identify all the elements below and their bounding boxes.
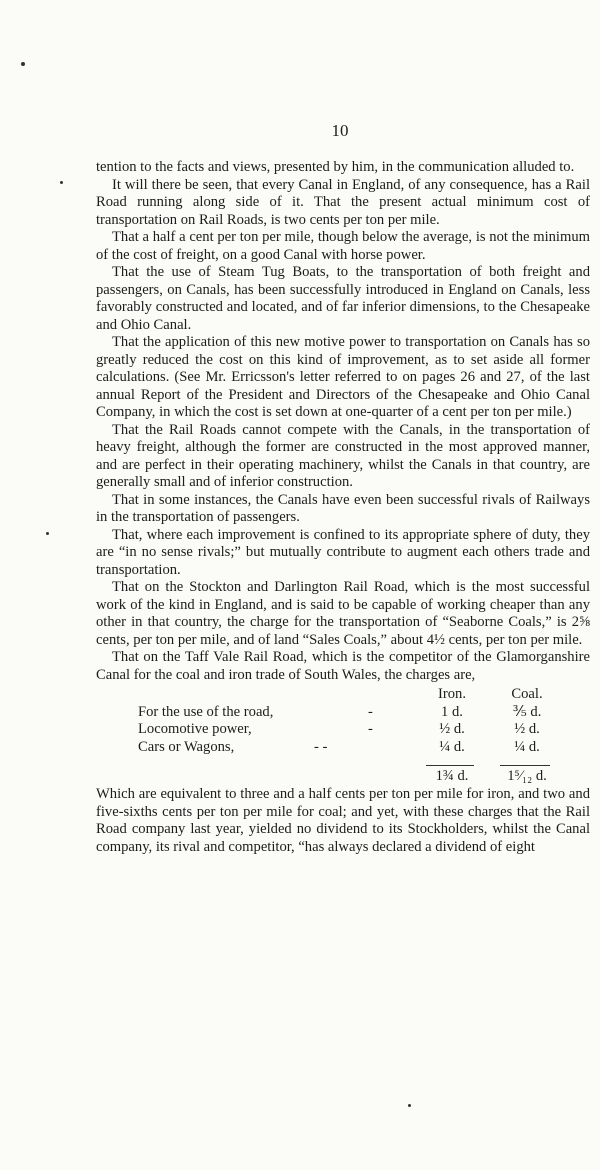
page-number: 10 — [331, 121, 349, 140]
paragraph: That in some instances, the Canals have even been successful rivals of Railways in the transportation of passengers. — [96, 491, 590, 525]
body-text — [96, 159, 590, 856]
speck — [21, 62, 25, 66]
row-label: Locomotive power, — [138, 721, 252, 737]
paragraph: That on the Stockton and Darlington Rail Road, which is the most successful work of the kind in England, and is said to be capable of working cheaper than any other in that country, the charge for the transportation of “Seaborne Coals,” is 2⅝ cents, per ton per mile, and of land “Sales Coals,” about 4½ cents, per ton per mile. — [96, 579, 590, 648]
coal-total: 1⁵⁄₁₂ d. — [507, 768, 547, 784]
table-header-row — [96, 686, 590, 704]
speck — [60, 181, 63, 184]
row-label: Cars or Wagons, — [138, 738, 235, 755]
paragraph: Which are equivalent to three and a half cents per ton per mile for iron, and two and five-sixths cents per ton per mile for coal; and yet, with these charges that the Rail Road company last year, yielded no dividend to its Stockholders, whilst the Canal company, its rival and competitor, “has always declared a dividend of eight — [96, 786, 590, 855]
coal-value: ½ d. — [514, 721, 540, 737]
row-label: For the use of the road, — [138, 703, 274, 720]
paragraph: tention to the facts and views, presented by him, in the communication alluded to. — [96, 159, 575, 175]
table-totals-row — [96, 756, 590, 784]
column-header-coal: Coal. — [511, 686, 543, 702]
total-rule — [426, 765, 474, 766]
paragraph: That a half a cent per ton per mile, though below the average, is not the minimum of the cost of freight, on a good Canal with horse power. — [96, 229, 590, 263]
table-row — [96, 739, 590, 757]
iron-value: ¼ d. — [439, 738, 465, 755]
coal-value: ¼ d. — [514, 738, 540, 755]
paragraph: That the application of this new motive power to transportation on Canals has so greatly reduced the cost on this kind of improvement, as to set aside all former calculations. (See Mr. Erricsson's letter referred to on pages 26 and 27, of the last annual Report of the President and Directors of the Chesapeake and Ohio Canal Company, in which the cost is set down at one-quarter of a cent per ton per mile.) — [96, 334, 590, 420]
speck — [408, 1104, 411, 1107]
paragraph: That on the Taff Vale Rail Road, which is the competitor of the Glamorganshire Canal for the coal and iron trade of South Wales, the charges are, — [96, 649, 590, 683]
paragraph: It will there be seen, that every Canal in England, of any consequence, has a Rail Road running along side of it. That the present actual minimum cost of transportation on Rail Roads, is two cents per ton per mile. — [96, 176, 590, 228]
paragraph: That, where each improvement is confined to its appropriate sphere of duty, they are “in no sense rivals;” but mutually contribute to augment each others trade and transportation. — [96, 526, 590, 578]
iron-value: 1 d. — [441, 703, 463, 720]
row-leader: - - — [314, 738, 328, 755]
row-leader: - — [368, 703, 373, 720]
table-row — [96, 704, 590, 722]
iron-value: ½ d. — [439, 721, 465, 737]
speck — [46, 532, 49, 535]
total-rule — [500, 765, 550, 766]
column-header-iron: Iron. — [438, 686, 466, 702]
table-row — [96, 721, 590, 739]
iron-total: 1¾ d. — [435, 768, 469, 784]
charges-table — [96, 686, 590, 784]
paragraph: That the use of Steam Tug Boats, to the transportation of both freight and passengers, on Canals, has been successfully introduced in England on Canals, less favorably constructed and located, and of far inferior dimensions, to the Chesapeake and Ohio Canal. — [96, 264, 590, 333]
paragraph: That the Rail Roads cannot compete with the Canals, in the transportation of heavy freight, although the former are constructed in the most approved manner, and are perfect in their operating machinery, whilst the Canals in that country, are generally small and of inferior construction. — [96, 421, 590, 490]
row-leader: - — [368, 721, 373, 737]
coal-value: ⅗ d. — [512, 703, 542, 720]
